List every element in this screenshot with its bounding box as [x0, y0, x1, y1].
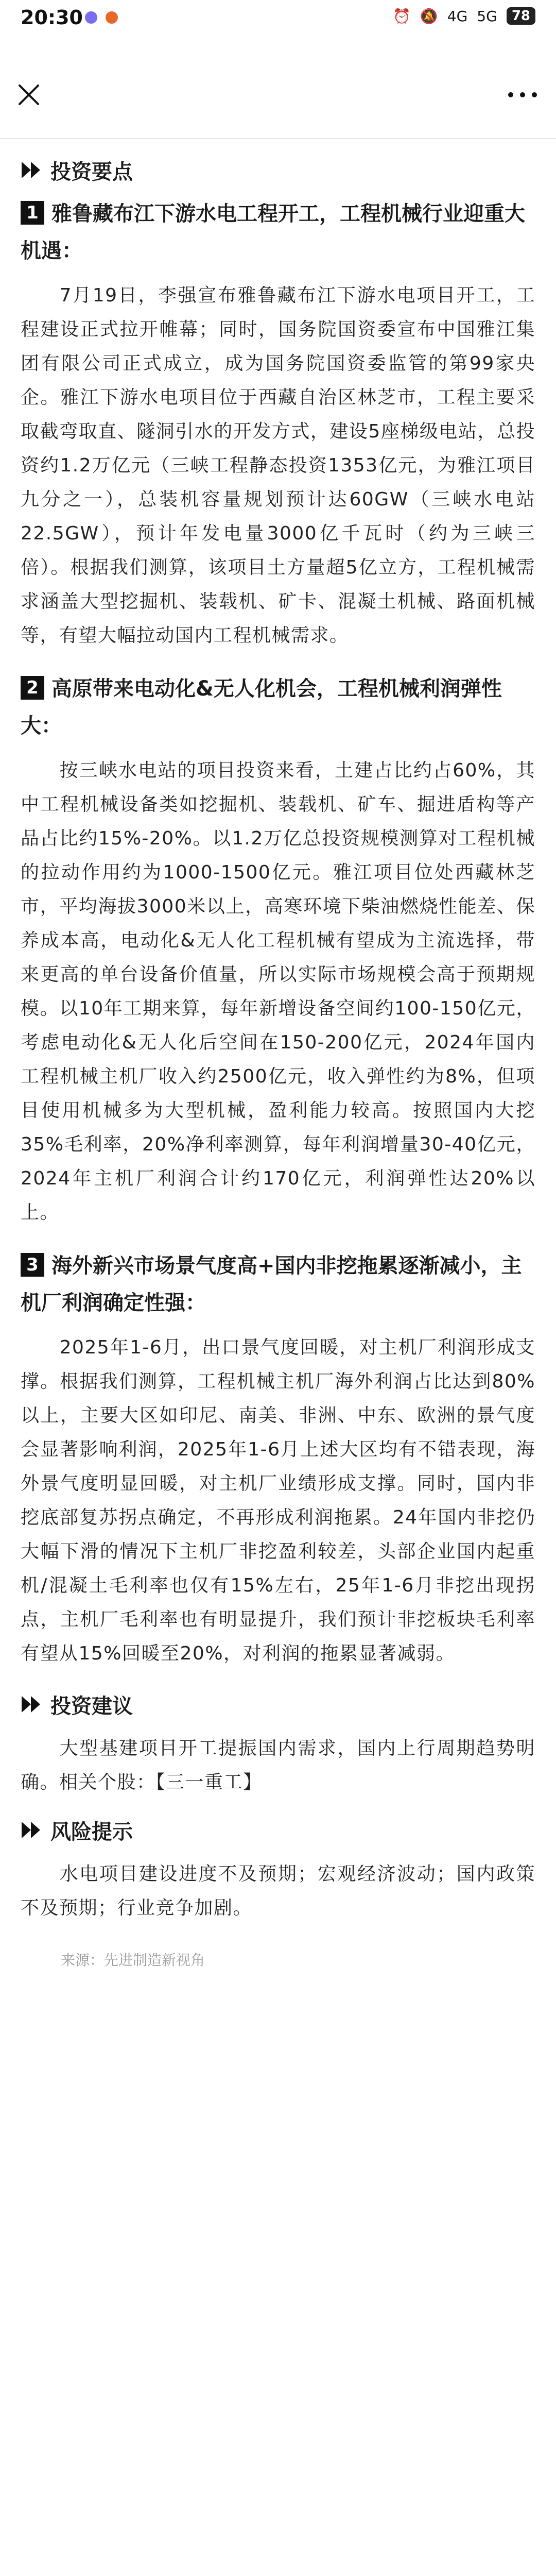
- double-chevron-icon: [21, 159, 43, 181]
- point-title-text: 雅鲁藏布江下游水电工程开工，工程机械行业迎重大机遇：: [21, 202, 525, 263]
- point-title-text: 海外新兴市场景气度高+国内非挖拖累逐渐减小，主机厂利润确定性强：: [21, 1254, 522, 1315]
- status-bar: [0, 0, 556, 33]
- point-title: [21, 670, 535, 744]
- section-investment-points: [21, 152, 535, 188]
- status-icons: [393, 7, 535, 25]
- section-title: 风险提示: [50, 1820, 133, 1844]
- alarm-icon: ⏰: [393, 7, 411, 25]
- mute-icon: 🔕: [420, 7, 438, 25]
- point-paragraph: 按三峡水电站的项目投资来看，土建占比约占60%，其中工程机械设备类如挖掘机、装载机、矿车、掘进盾构等产品占比约15%-20%。以1.2万亿总投资规模测算对工程机械的拉动作用约为1000-1500亿元。雅江项目位处西藏林芝市，平均海拔3000米以上，高寒环境下柴油燃烧性能差、保养成本高，电动化&无人化工程机械有望成为主流选择，带来更高的单台设备价值量，所以实际市场规模会高于预期规模。以10年工期来算，每年新增设备空间约100-150亿元，考虑电动化&无人化后空间在150-200亿元，2024年国内工程机械主机厂收入约2500亿元，收入弹性约为8%，但项目使用机械多为大型机械，盈利能力较高。按照国内大挖35%毛利率，20%净利率测算，每年利润增量30-40亿元，2024年主机厂利润合计约170亿元，利润弹性达20%以上。: [21, 760, 535, 1223]
- risk-paragraph: 水电项目建设进度不及预期；宏观经济波动；国内政策不及预期；行业竞争加剧。: [21, 1863, 535, 1919]
- section-title: 投资建议: [50, 1694, 133, 1718]
- article-body: [21, 152, 535, 1970]
- double-chevron-icon: [21, 1693, 43, 1716]
- status-time: 20:30: [21, 6, 83, 29]
- point-title: [21, 1247, 535, 1321]
- section-investment-advice: [21, 1686, 535, 1722]
- app-notification-icon: [85, 11, 97, 24]
- app-notification-icon: [106, 11, 118, 24]
- point-title-text: 高原带来电动化&无人化机会，工程机械利润弹性大：: [21, 677, 502, 738]
- point-number-badge: 2: [21, 676, 44, 700]
- point-number-badge: 1: [21, 201, 44, 225]
- signal-icon: 4G: [447, 7, 468, 25]
- source-note: 来源：先进制造新视角: [61, 1952, 205, 1969]
- close-icon[interactable]: [13, 79, 44, 110]
- advice-paragraph: 大型基建项目开工提振国内需求，国内上行周期趋势明确。相关个股：【三一重工】: [21, 1738, 535, 1793]
- signal-icon: 5G: [477, 7, 497, 25]
- point-paragraph: 7月19日，李强宣布雅鲁藏布江下游水电项目开工，工程建设正式拉开帷幕；同时，国务院国资委宣布中国雅江集团有限公司正式成立，成为国务院国资委监管的第99家央企。雅江下游水电项目位于西藏自治区林芝市，工程主要采取截弯取直、隧洞引水的开发方式，建设5座梯级电站，总投资约1.2万亿元（三峡工程静态投资1353亿元，为雅江项目九分之一），总装机容量规划预计达60GW（三峡水电站22.5GW），预计年发电量3000亿千瓦时（约为三峡三倍）。根据我们测算，该项目土方量超5亿立方，工程机械需求涵盖大型挖掘机、装载机、矿卡、混凝土机械、路面机械等，有望大幅拉动国内工程机械需求。: [21, 285, 535, 646]
- battery-icon: 78: [507, 7, 535, 25]
- section-risk: [21, 1812, 535, 1848]
- point-title: [21, 195, 535, 269]
- point-paragraph: 2025年1-6月，出口景气度回暖，对主机厂利润形成支撑。根据我们测算，工程机械主机厂海外利润占比达到80%以上，主要大区如印尼、南美、非洲、中东、欧洲的景气度会显著影响利润，2025年1-6月上述大区均有不错表现，海外景气度明显回暖，对主机厂业绩形成支撑。同时，国内非挖底部复苏拐点确定，不再形成利润拖累。24年国内非挖仍大幅下滑的情况下主机厂非挖盈利较差，头部企业国内起重机/混凝土毛利率也仅有15%左右，25年1-6月非挖出现拐点，主机厂毛利率也有明显提升，我们预计非挖板块毛利率有望从15%回暖至20%，对利润的拖累显著减弱。: [21, 1337, 535, 1664]
- more-icon[interactable]: [505, 79, 541, 110]
- point-number-badge: 3: [21, 1253, 44, 1277]
- section-title: 投资要点: [50, 160, 133, 184]
- double-chevron-icon: [21, 1819, 43, 1841]
- app-bar: [0, 33, 556, 105]
- divider: [0, 138, 556, 139]
